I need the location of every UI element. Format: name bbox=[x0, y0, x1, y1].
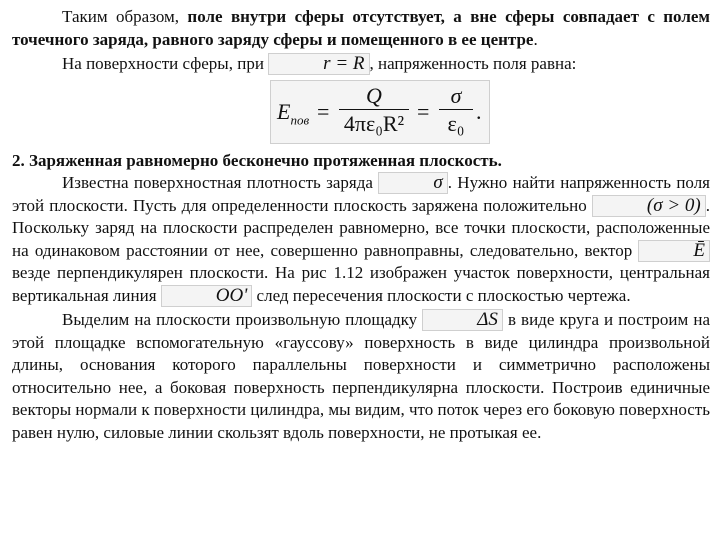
fraction-density bbox=[439, 83, 473, 138]
paragraph-gauss bbox=[12, 309, 710, 444]
paragraph-text: Таким образом, bbox=[62, 7, 188, 26]
paragraph-surface bbox=[12, 53, 710, 76]
formula-end: . bbox=[476, 98, 482, 124]
fraction-denominator: 4πε₀R² bbox=[343, 110, 405, 136]
paragraph-conclusion bbox=[12, 6, 710, 51]
paragraph-text: в виде круга и построим на этой площадке вспомогательную «гауссову» поверхность в виде цилиндра произвольной длины, основания которого параллельны поверхности и симметрично расположены относительно нее, а боковая поверхность перпендикулярна плоскости. Построив единичные векторы нормали к поверхности цилиндра, мы видим, что поток через его боковую поверхность равен нулю, силовые линии скользят вдоль поверхности, не протыкая ее. bbox=[12, 310, 710, 442]
bold-statement: поле внутри сферы отсутствует, а вне сферы совпадает с полем точечного заряда, равного заряду сферы и помещенного в ее центре bbox=[12, 7, 710, 49]
fraction-numerator: Q bbox=[339, 83, 409, 110]
paragraph-plane bbox=[12, 172, 710, 307]
paragraph-text: везде перпендикулярен плоскости. На рис 1.12 изображен участок поверхности, центральная вертикальная линия bbox=[12, 263, 710, 305]
paragraph-text: . Нужно найти напряженность поля этой плоскости. Пусть для определенности плоскость заряжена положительно bbox=[12, 173, 710, 215]
paragraph-text: , напряженность поля равна: bbox=[369, 54, 577, 73]
inline-formula: r = R bbox=[268, 53, 369, 75]
display-formula bbox=[270, 80, 490, 144]
equals-sign: = bbox=[317, 98, 330, 124]
formula-lhs: $E_{пов}$ bbox=[277, 98, 310, 127]
fraction-charge bbox=[339, 83, 409, 138]
paragraph-text: На поверхности сферы, при bbox=[62, 54, 269, 73]
fraction-denominator: ε₀ bbox=[447, 110, 465, 136]
paragraph-text: Известна поверхностная плотность заряда bbox=[62, 173, 379, 192]
document-page bbox=[12, 6, 710, 444]
inline-formula: OO' bbox=[161, 285, 253, 307]
paragraph-text: след пересечения плоскости с плоскостью чертежа. bbox=[252, 285, 631, 305]
inline-formula: ΔS bbox=[422, 309, 503, 331]
inline-formula: Ē bbox=[638, 240, 710, 262]
inline-formula: (σ > 0) bbox=[592, 195, 706, 217]
equals-sign: = bbox=[417, 98, 430, 124]
inline-formula: σ bbox=[378, 172, 447, 194]
paragraph-text: . Поскольку заряд на плоскости распределен равномерно, все точки плоскости, расположенные на одинаковом расстоянии от нее, совершенно равноправны, следовательно, вектор bbox=[12, 195, 710, 260]
paragraph-text: Выделим на плоскости произвольную площадку bbox=[62, 310, 423, 329]
fraction-numerator: σ bbox=[439, 83, 473, 110]
paragraph-text: . bbox=[533, 29, 538, 49]
section-heading: 2. Заряженная равномерно бесконечно протяженная плоскость. bbox=[12, 150, 502, 170]
